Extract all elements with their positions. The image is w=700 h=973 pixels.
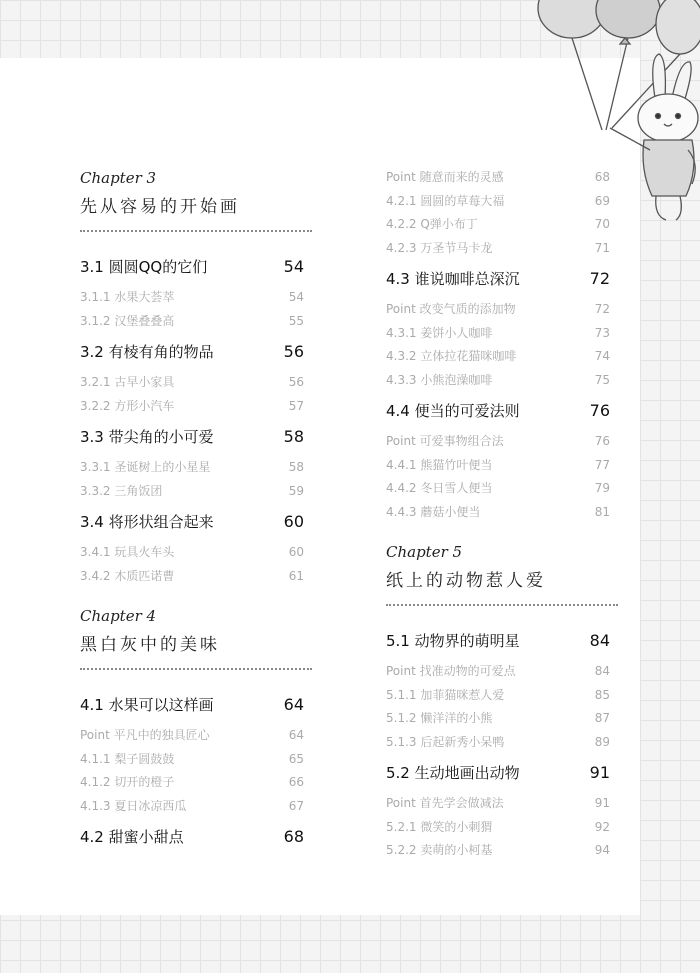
page-number: 66	[288, 775, 304, 789]
toc-entry-section[interactable]	[80, 339, 312, 365]
page-number: 64	[288, 728, 304, 742]
toc-entry-section[interactable]	[386, 266, 618, 292]
toc-entry-section[interactable]	[386, 760, 618, 786]
section-title: 5.1 动物界的萌明星	[386, 632, 520, 650]
point-title: Point 改变气质的添加物	[386, 302, 516, 316]
page-number: 92	[594, 819, 610, 834]
subsection-title: 4.1.3 夏日冰凉西瓜	[80, 798, 187, 813]
subsection-title: 5.2.2 卖萌的小柯基	[386, 843, 493, 857]
subsection-title: 5.1.2 懒洋洋的小熊	[386, 711, 493, 725]
toc-entry-subsection[interactable]	[386, 501, 618, 525]
toc-entry-point[interactable]	[386, 660, 618, 684]
subsection-title: 3.2.1 古早小家具	[80, 375, 175, 389]
page-number: 73	[594, 325, 610, 340]
page-number: 56	[288, 375, 304, 389]
toc-entry-subsection[interactable]	[386, 816, 618, 840]
page-number: 61	[288, 568, 304, 583]
toc-entry-subsection[interactable]	[80, 456, 312, 480]
section-title: 4.3 谁说咖啡总深沉	[386, 270, 520, 288]
subsection-title: 4.3.3 小熊泡澡咖啡	[386, 372, 493, 387]
section-title: 5.2 生动地画出动物	[386, 764, 520, 782]
toc-entry-subsection[interactable]	[386, 369, 618, 393]
page-number: 57	[288, 398, 304, 413]
page-number: 58	[283, 427, 304, 446]
dotted-divider	[80, 668, 312, 670]
page-number: 60	[283, 512, 304, 531]
subsection-title: 4.1.2 切开的橙子	[80, 775, 175, 789]
toc-left-column	[80, 168, 312, 850]
toc-entry-subsection[interactable]	[386, 684, 618, 708]
point-title: Point 可爱事物组合法	[386, 434, 504, 448]
toc-entry-subsection[interactable]	[386, 190, 618, 214]
dotted-divider	[80, 230, 312, 232]
section-title: 3.3 带尖角的小可爱	[80, 428, 214, 446]
page-number: 76	[589, 401, 610, 420]
section-title: 4.1 水果可以这样画	[80, 696, 214, 714]
section-title: 4.2 甜蜜小甜点	[80, 828, 184, 846]
page-number: 87	[594, 711, 610, 725]
subsection-title: 4.4.3 蘑菇小便当	[386, 504, 481, 519]
page-number: 67	[288, 798, 304, 813]
chapter-label: Chapter 4	[80, 607, 157, 625]
page-number: 69	[594, 193, 610, 208]
page-number: 68	[594, 170, 610, 184]
subsection-title: 3.1.1 水果大荟萃	[80, 290, 175, 304]
toc-entry-point[interactable]	[386, 792, 618, 816]
toc-entry-subsection[interactable]	[80, 565, 312, 589]
toc-entry-section[interactable]	[80, 824, 312, 850]
point-title: Point 首先学会做减法	[386, 796, 504, 810]
point-title: Point 随意而来的灵感	[386, 170, 504, 184]
page-number: 77	[594, 457, 610, 472]
toc-entry-subsection[interactable]	[386, 345, 618, 369]
page-number: 70	[594, 217, 610, 231]
toc-entry-section[interactable]	[80, 424, 312, 450]
toc-entry-subsection[interactable]	[80, 748, 312, 772]
toc-entry-subsection[interactable]	[386, 839, 618, 863]
section-title: 3.1 圆圆QQ的它们	[80, 258, 208, 276]
subsection-title: 4.3.2 立体拉花猫咪咖啡	[386, 349, 517, 363]
subsection-title: 4.4.1 熊猫竹叶便当	[386, 457, 493, 472]
toc-entry-subsection[interactable]	[386, 237, 618, 261]
page-number: 89	[594, 734, 610, 749]
section-title: 3.2 有棱有角的物品	[80, 343, 214, 361]
page-number: 74	[594, 349, 610, 363]
subsection-title: 4.2.2 Q弹小布丁	[386, 217, 478, 231]
page-number: 76	[594, 434, 610, 448]
subsection-title: 3.4.1 玩具火车头	[80, 545, 175, 559]
page-number: 54	[283, 257, 304, 276]
subsection-title: 3.1.2 汉堡叠叠高	[80, 313, 175, 328]
toc-entry-subsection[interactable]	[386, 322, 618, 346]
toc-entry-subsection[interactable]	[386, 731, 618, 755]
page-number: 91	[589, 763, 610, 782]
page-number: 72	[594, 302, 610, 316]
toc-entry-subsection[interactable]	[386, 213, 618, 237]
chapter-label: Chapter 5	[386, 543, 463, 561]
toc-entry-point[interactable]	[386, 430, 618, 454]
page-number: 71	[594, 240, 610, 255]
page-number: 60	[288, 545, 304, 559]
subsection-title: 5.2.1 微笑的小刺猬	[386, 819, 493, 834]
page-number: 56	[283, 342, 304, 361]
toc-entry-section[interactable]	[80, 254, 312, 280]
subsection-title: 5.1.3 后起新秀小呆鸭	[386, 734, 505, 749]
toc-entry-subsection[interactable]	[80, 795, 312, 819]
chapter-title: 先从容易的开始画	[80, 197, 240, 217]
toc-right-column	[386, 166, 618, 863]
toc-entry-point[interactable]	[386, 298, 618, 322]
toc-entry-section[interactable]	[386, 398, 618, 424]
page-number: 68	[283, 827, 304, 846]
page-number: 58	[288, 460, 304, 474]
chapter-title: 纸上的动物惹人爱	[386, 571, 546, 591]
subsection-title: 3.2.2 方形小汽车	[80, 398, 175, 413]
page-number: 84	[594, 664, 610, 678]
point-title: Point 平凡中的独具匠心	[80, 728, 210, 742]
dotted-divider	[386, 604, 618, 606]
subsection-title: 4.4.2 冬日雪人便当	[386, 481, 493, 495]
page-number: 94	[594, 843, 610, 857]
subsection-title: 4.2.3 万圣节马卡龙	[386, 240, 493, 255]
subsection-title: 3.3.1 圣诞树上的小星星	[80, 460, 211, 474]
page-number: 84	[589, 631, 610, 650]
toc-entry-subsection[interactable]	[386, 477, 618, 501]
section-title: 4.4 便当的可爱法则	[386, 402, 520, 420]
toc-entry-subsection[interactable]	[386, 707, 618, 731]
toc-entry-subsection[interactable]	[80, 541, 312, 565]
page-number: 54	[288, 290, 304, 304]
point-title: Point 找准动物的可爱点	[386, 664, 516, 678]
toc-entry-section[interactable]	[80, 692, 312, 718]
section-title: 3.4 将形状组合起来	[80, 513, 214, 531]
toc-entry-section[interactable]	[80, 509, 312, 535]
toc-entry-section[interactable]	[386, 628, 618, 654]
subsection-title: 3.3.2 三角饭团	[80, 483, 163, 498]
toc-entry-subsection[interactable]	[386, 454, 618, 478]
chapter-title: 黑白灰中的美味	[80, 635, 220, 655]
page-number: 65	[288, 751, 304, 766]
subsection-title: 4.3.1 姜饼小人咖啡	[386, 325, 493, 340]
page-number: 79	[594, 481, 610, 495]
page-number: 85	[594, 687, 610, 702]
page-number: 81	[594, 504, 610, 519]
toc-entry-subsection[interactable]	[80, 286, 312, 310]
page-number: 55	[288, 313, 304, 328]
subsection-title: 3.4.2 木质匹诺曹	[80, 568, 175, 583]
toc-entry-subsection[interactable]	[80, 310, 312, 334]
page-number: 91	[594, 796, 610, 810]
subsection-title: 5.1.1 加菲猫咪惹人爱	[386, 687, 505, 702]
page-number: 75	[594, 372, 610, 387]
subsection-title: 4.2.1 圆圆的草莓大福	[386, 193, 505, 208]
toc-entry-subsection[interactable]	[80, 395, 312, 419]
toc-entry-subsection[interactable]	[80, 771, 312, 795]
toc-entry-point[interactable]	[386, 166, 618, 190]
toc-entry-subsection[interactable]	[80, 371, 312, 395]
page-number: 59	[288, 483, 304, 498]
toc-entry-subsection[interactable]	[80, 480, 312, 504]
chapter-label: Chapter 3	[80, 169, 157, 187]
toc-entry-point[interactable]	[80, 724, 312, 748]
page-number: 64	[283, 695, 304, 714]
subsection-title: 4.1.1 梨子圆鼓鼓	[80, 751, 175, 766]
page-number: 72	[589, 269, 610, 288]
